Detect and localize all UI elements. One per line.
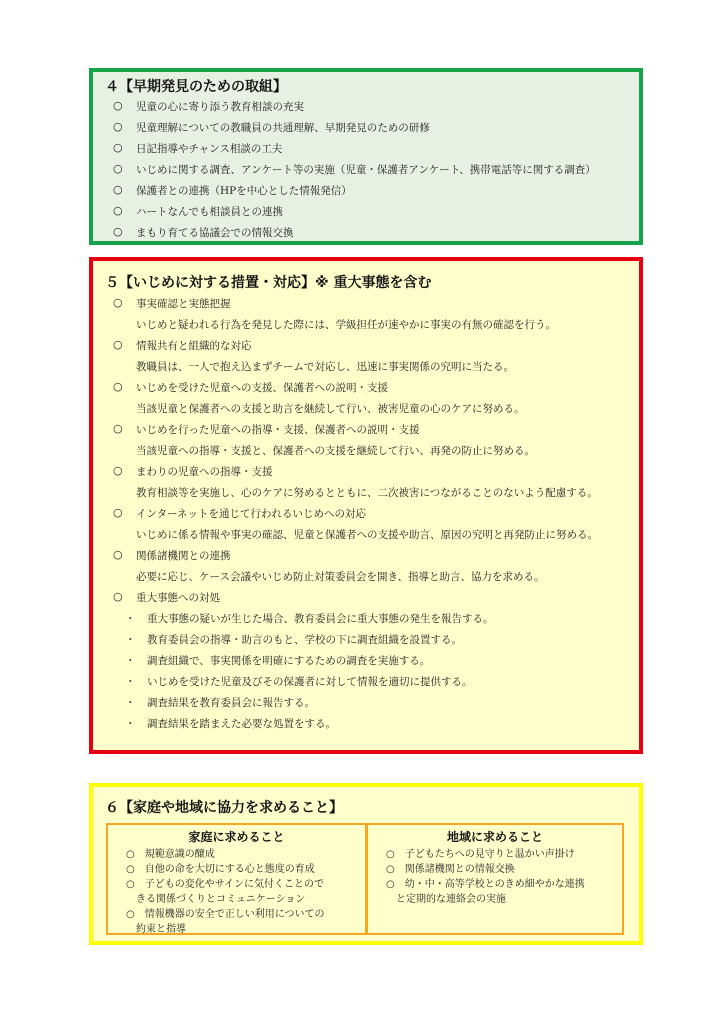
list-item: ○ 規範意識の醸成 — [126, 849, 215, 860]
home-requests-heading: 家庭に求めること — [188, 830, 285, 844]
section-early-detection: ４【早期発見のための取組】 ○ 児童の心に寄り添う教育相談の充実 ○ 児童理解についての教職員の共通理解、早期発見のための研修 ○ 日記指導やチャンス相談の工夫 ○ いじめに関する調査、アンケート等の実施（児童・保護者アンケート、携帯電話等に関する調査） ○ 保護者との連携（HPを中心とした情報発信） ○ ハートなんでも相談員との連携 ○ まもり育てる協議会での情報交換 — [89, 68, 643, 245]
item-description: いじめと疑われる行為を発見した際には、学級担任が速やかに事実の有無の確認を行う。 — [136, 319, 556, 331]
section-title: ４【早期発見のための取組】 — [105, 79, 287, 95]
section-title: ５【いじめに対する措置・対応】※ 重大事態を含む — [105, 275, 432, 291]
list-item: ○ 子どもたちへの見守りと温かい声掛け — [386, 849, 575, 860]
list-item: きる関係づくりとコミュニケーション — [126, 894, 306, 905]
item-description: 当該児童への指導・支援と、保護者への支援を継続して行い、再発の防止に努める。 — [136, 445, 535, 457]
list-item: 約束と指導 — [126, 924, 186, 935]
list-item: と定期的な連絡会の実施 — [386, 894, 506, 905]
list-item: ○ 情報機器の安全で正しい利用についての — [126, 909, 325, 920]
item-description: いじめに係る情報や事実の確認、児童と保護者への支援や助言、原因の究明と再発防止に努める。 — [136, 529, 598, 541]
item-description: 教育相談等を実施し、心のケアに努めるとともに、二次被害につながることのないよう配慮する。 — [136, 487, 598, 499]
section-response-measures: ５【いじめに対する措置・対応】※ 重大事態を含む ○ 事実確認と実態把握 いじめと疑われる行為を発見した際には、学級担任が速やかに事実の有無の確認を行う。 ○ 情報共有と組織的な対応 教職員は、一人で抱え込まずチームで対応し、迅速に事実関係の究明に当たる。 ○ いじめを受けた児童への支援、保護者への説明・支援 当該児童と保護者への支援と助言を継続して行い、被害児童の心のケアに努める。 ○ いじめを行った児童への指導・支援、保護者への説明・支援 当該児童への指導・支援と、保護者への支援を継続して行い、再発の防止に努める。 ○ まわりの児童への指導・支援 教育相談等を実施し、心のケアに努めるとともに、二次被害につながることのないよう配慮する。 ○ インターネットを通じて行われるいじめへの対応 いじめに係る情報や事実の確認、児童と保護者への支援や助言、原因の究明と再発防止に努める。 ○ 関係諸機関との連携 必要に応じ、ケース会議やいじめ防止対策委員会を開き、指導と助言、協力を求める。 ○ 重大事態への対処 ・ 重大事態の疑いが生じた場合、教育委員会に重大事態の発生を報告する。 ・ 教育委員会の指導・助言のもと、学校の下に調査組織を設置する。 ・ 調査組織で、事実関係を明確にするための調査を実施する。 ・ いじめを受けた児童及びその保護者に対して情報を適切に提供する。 ・ 調査結果を教育委員会に報告する。 ・ 調査結果を踏まえた必要な処置をする。 — [89, 257, 643, 754]
list-item: ○ 自他の命を大切にする心と態度の育成 — [126, 864, 315, 875]
item-description: 必要に応じ、ケース会議やいじめ防止対策委員会を開き、指導と助言、協力を求める。 — [136, 571, 545, 583]
list-item: ○ 幼・中・高等学校とのきめ細やかな連携 — [386, 879, 585, 890]
list-item: ○ 関係諸機関との情報交換 — [386, 864, 515, 875]
community-requests-box — [366, 823, 624, 935]
section-family-community — [89, 783, 643, 945]
item-description: 教職員は、一人で抱え込まずチームで対応し、迅速に事実関係の究明に当たる。 — [136, 361, 514, 373]
item-description: 当該児童と保護者への支援と助言を継続して行い、被害児童の心のケアに努める。 — [136, 403, 525, 415]
list-item: ○ 子どもの変化やサインに気付くことので — [126, 879, 325, 890]
community-requests-heading: 地域に求めること — [446, 830, 543, 844]
section-title: ６【家庭や地域に協力を求めること】 — [105, 800, 343, 816]
home-requests-box — [106, 823, 367, 935]
